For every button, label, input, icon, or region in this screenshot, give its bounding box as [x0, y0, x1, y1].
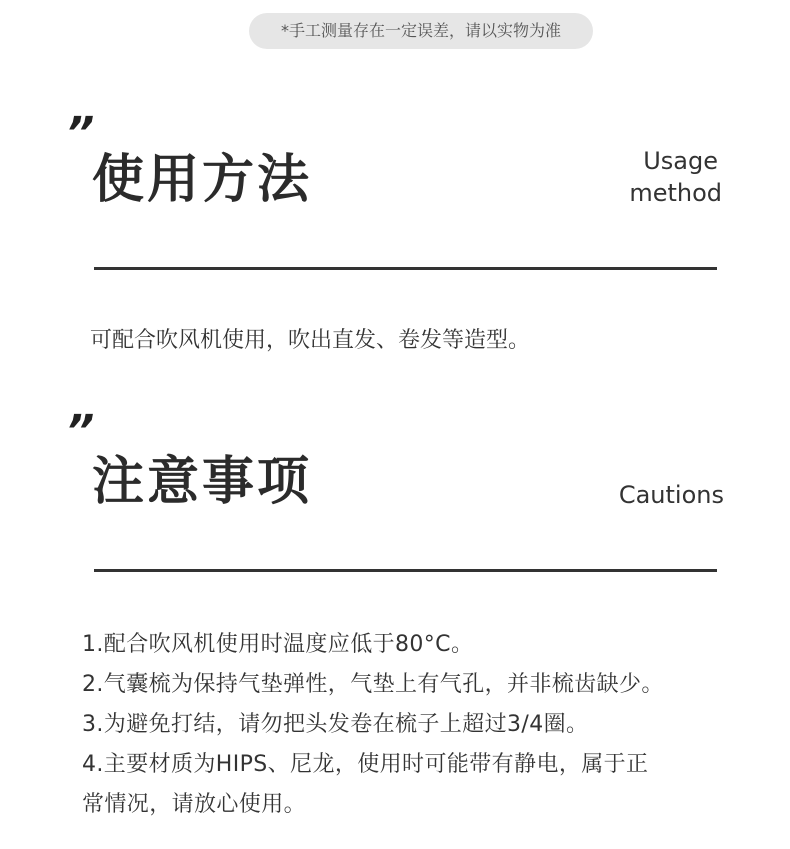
caution-item: 4.主要材质为HIPS、尼龙，使用时可能带有静电，属于正: [82, 752, 649, 777]
usage-divider: [94, 267, 717, 270]
quote-mark-icon: ”: [66, 406, 93, 457]
caution-item: 2.气囊梳为保持气垫弹性，气垫上有气孔，并非梳齿缺少。: [82, 672, 664, 697]
caution-item: 3.为避免打结，请勿把头发卷在梳子上超过3/4圈。: [82, 712, 589, 737]
cautions-divider: [94, 569, 717, 572]
cautions-en: Cautions: [618, 481, 724, 509]
caution-item: 1.配合吹风机使用时温度应低于80°C。: [82, 632, 474, 657]
cautions-title: 注意事项: [92, 452, 313, 512]
usage-text: 可配合吹风机使用，吹出直发、卷发等造型。: [90, 328, 531, 353]
measurement-note: *手工测量存在一定误差，请以实物为准: [249, 13, 593, 49]
caution-item: 常情况，请放心使用。: [82, 792, 307, 817]
usage-title: 使用方法: [92, 150, 313, 210]
usage-en-line1: Usage: [643, 147, 718, 175]
quote-mark-icon: ”: [66, 108, 93, 159]
cautions-list: [82, 625, 742, 825]
usage-en-line2: method: [629, 179, 722, 207]
